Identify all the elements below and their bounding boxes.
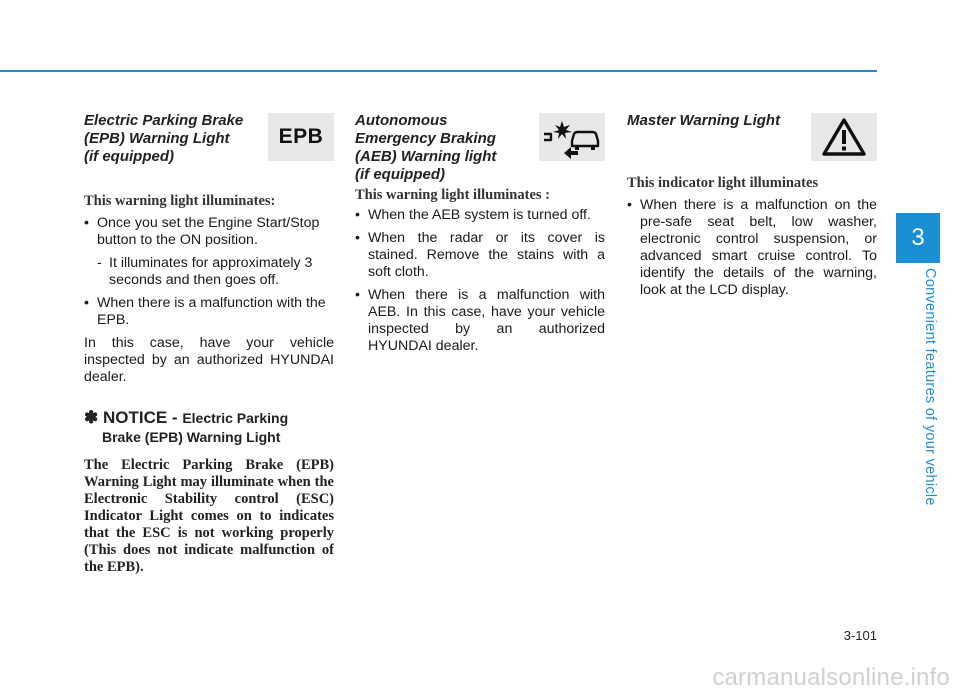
header-rule: [0, 70, 877, 72]
chapter-number-tab: 3: [896, 213, 940, 263]
bullet-item: [355, 230, 605, 281]
bullet-text: When there is a malfunction with the EPB.: [97, 295, 326, 328]
heading-line: Autonomous: [355, 112, 448, 129]
notice-subject: Electric Parking: [182, 410, 289, 426]
notice-heading: [84, 408, 334, 447]
bullet-text: When the radar or its cover is stained. Remove the stains with a soft cloth.: [368, 230, 605, 280]
aeb-car-collision-icon: [542, 115, 602, 159]
notice-subject: Brake (EPB) Warning Light: [102, 429, 281, 445]
sub-text: It illuminates for approximately 3 seconds and then goes off.: [109, 255, 313, 288]
heading-line: Electric Parking Brake: [84, 112, 244, 129]
heading-line: (if equipped): [84, 148, 174, 165]
bullet-item: [355, 207, 605, 224]
body-paragraph: In this case, have your vehicle inspected by an authorized HYUNDAI dealer.: [84, 335, 334, 385]
section-aeb-warning: [355, 112, 605, 355]
heading-line: Master Warning Light: [627, 112, 781, 129]
sub-item: [84, 255, 334, 289]
epb-warning-icon: [268, 113, 334, 161]
bullet-text: When there is a malfunction with AEB. In this case, have your vehicle inspected by an authorized HYUNDAI dealer.: [368, 287, 605, 354]
bullet-dot: •: [355, 230, 360, 246]
notice-marker-icon: ✽: [84, 408, 99, 427]
heading-line: (EPB) Warning Light: [84, 130, 230, 147]
bullet-item: [84, 215, 334, 249]
warning-triangle-icon: [821, 117, 867, 157]
master-warning-triangle-icon: [811, 113, 877, 161]
aeb-warning-icon: [539, 113, 605, 161]
notice-label: NOTICE -: [102, 408, 178, 427]
lead-text: This warning light illuminates :: [355, 187, 550, 203]
bullet-dot: •: [627, 197, 632, 213]
sub-dash: -: [97, 255, 102, 271]
bullet-text: Once you set the Engine Start/Stop button to the ON position.: [97, 215, 320, 248]
heading-line: Emergency Braking: [355, 130, 496, 147]
section-master-warning: [627, 112, 877, 299]
bullet-text: When there is a malfunction on the pre-safe seat belt, low washer, electronic control suspension, or advanced smart cruise control. To identify the details of the warning, look at the LCD display.: [640, 197, 877, 298]
bullet-text: When the AEB system is turned off.: [368, 207, 591, 223]
lead-text: This warning light illuminates:: [84, 193, 276, 209]
bullet-dot: •: [84, 295, 89, 311]
bullet-dot: •: [84, 215, 89, 231]
section-epb-warning: [84, 112, 334, 576]
heading-line: (AEB) Warning light: [355, 148, 497, 165]
chapter-title: Convenient features of your vehicle: [922, 268, 938, 506]
bullet-dot: •: [355, 287, 360, 303]
epb-icon-label: EPB: [278, 125, 324, 148]
bullet-item: [627, 197, 877, 299]
page-number: 3-101: [843, 628, 877, 643]
bullet-item: [355, 287, 605, 355]
bullet-item: [84, 295, 334, 329]
footer-watermark: carmanualsonline.info: [712, 664, 950, 691]
heading-line: (if equipped): [355, 166, 445, 183]
notice-body: The Electric Parking Brake (EPB) Warning Light may illuminate when the Electronic Stability control (ESC) Indicator Light comes on to indicates that the ESC is not working properly (This does not indicate malfunction of the EPB).: [84, 457, 334, 575]
lead-text: This indicator light illuminates: [627, 175, 819, 191]
bullet-dot: •: [355, 207, 360, 223]
